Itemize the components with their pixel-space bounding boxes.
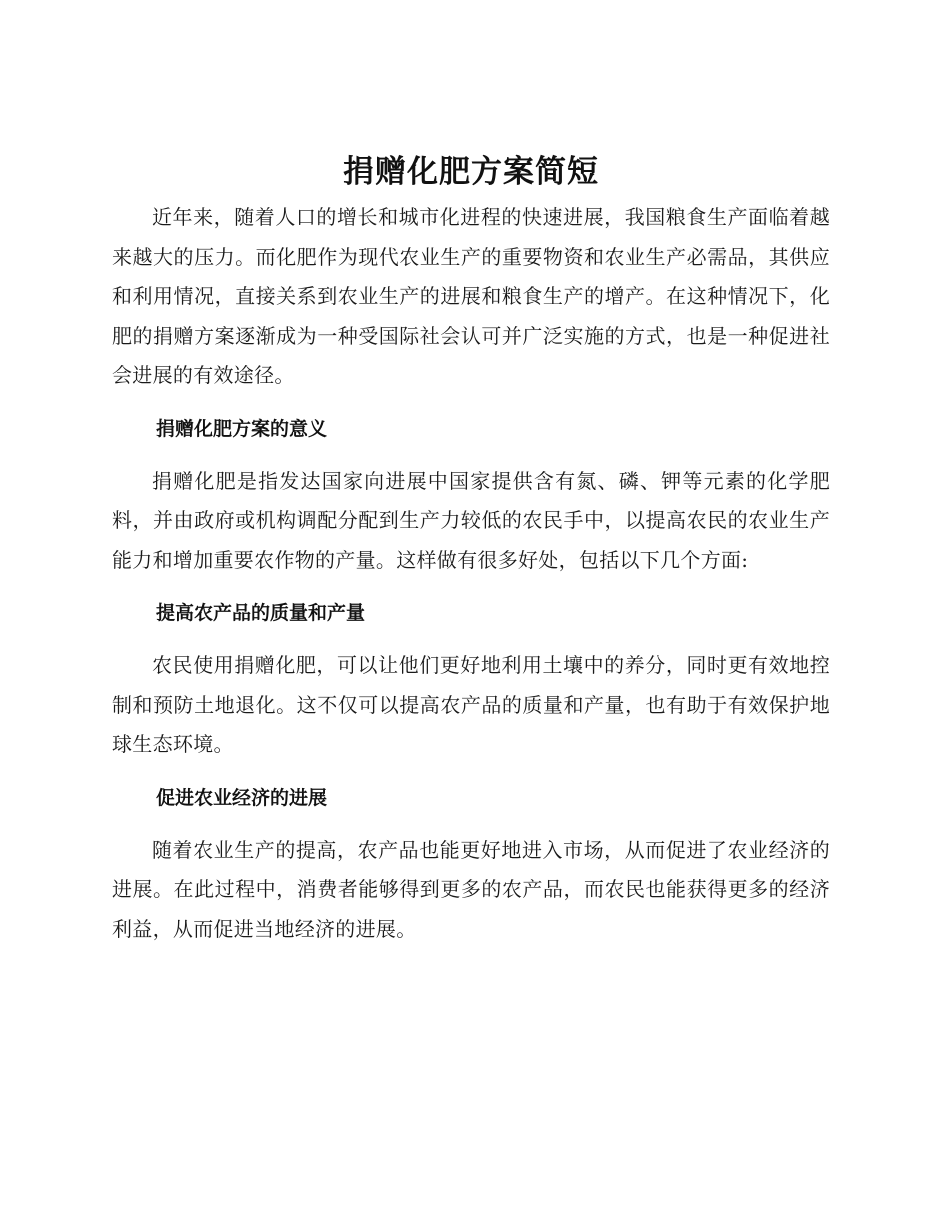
document-page	[112, 150, 830, 949]
document-title: 捐赠化肥方案简短	[343, 154, 599, 190]
economy-paragraph: 随着农业生产的提高，农产品也能更好地进入市场，从而促进了农业经济的进展。在此过程中，消费者能够得到更多的农产品，而农民也能获得更多的经济利益，从而促进当地经济的进展。	[112, 837, 830, 941]
section-heading-significance: 捐赠化肥方案的意义	[156, 417, 328, 440]
section-heading-quality-yield: 提高农产品的质量和产量	[156, 602, 366, 624]
significance-paragraph: 捐赠化肥是指发达国家向进展中国家提供含有氮、磷、钾等元素的化学肥料，并由政府或机构调配分配到生产力较低的农民手中，以提高农民的农业生产能力和增加重要农作物的产量。这样做有很多好处，包括以下几个方面:	[112, 468, 830, 572]
section-heading-economy: 促进农业经济的进展	[156, 786, 328, 809]
intro-paragraph: 近年来，随着人口的增长和城市化进程的快速进展，我国粮食生产面临着越来越大的压力。而化肥作为现代农业生产的重要物资和农业生产必需品，其供应和利用情况，直接关系到农业生产的进展和粮食生产的增产。在这种情况下，化肥的捐赠方案逐渐成为一种受国际社会认可并广泛实施的方式，也是一种促进社会进展的有效途径。	[112, 205, 830, 387]
quality-yield-paragraph: 农民使用捐赠化肥，可以让他们更好地利用土壤中的养分，同时更有效地控制和预防土地退化。这不仅可以提高农产品的质量和产量，也有助于有效保护地球生态环境。	[112, 653, 830, 756]
